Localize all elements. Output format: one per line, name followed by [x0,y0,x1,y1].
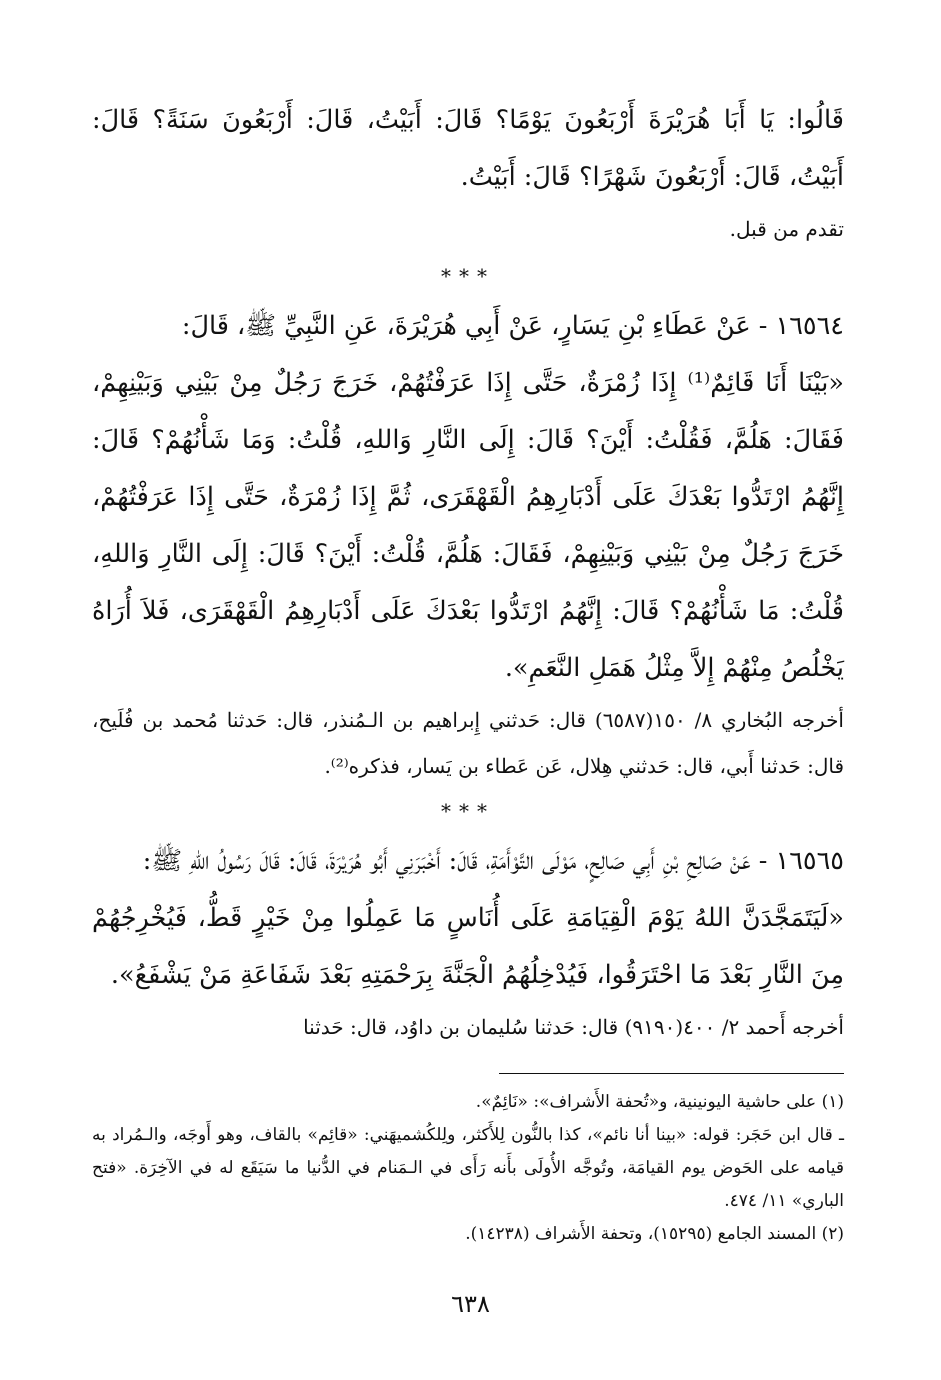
footnotes [92,1086,844,1251]
hadith-16564-isnad-text: - عَنْ عَطَاءِ بْنِ يَسَارٍ، عَنْ أَبِي هُرَيْرَةَ، عَنِ النَّبِيِّ ﷺ، قَالَ: [181,311,768,341]
footnote-divider [499,1073,844,1074]
intro-note: تقدم من قبل. [729,217,844,241]
section-separator: *** [441,799,495,823]
hadith-16564-matn: «بَيْنَا أَنَا قَائِمٌ⁽¹⁾ إِذَا زُمْرَةٌ، حَتَّى إِذَا عَرَفْتُهُمْ، خَرَجَ رَجُلٌ مِنْ بَيْنِي وَبَيْنِهِمْ، فَقَالَ: هَلُمَّ، فَقُلْتُ: أَيْنَ؟ قَالَ: إِلَى النَّارِ وَاللهِ، قُلْتُ: وَمَا شَأْنُهُمْ؟ قَالَ: إِنَّهُمُ ارْتَدُّوا بَعْدَكَ عَلَى أَدْبَارِهِمُ الْقَهْقَرَى، ثُمَّ إِذَا زُمْرَةٌ، حَتَّى إِذَا عَرَفْتُهُمْ، خَرَجَ رَجُلٌ مِنْ بَيْنِي وَبَيْنِهِمْ، فَقَالَ: هَلُمَّ، قُلْتُ: أَيْنَ؟ قَالَ: إِلَى النَّارِ وَاللهِ، قُلْتُ: مَا شَأْنُهُمْ؟ قَالَ: إِنَّهُمُ ارْتَدُّوا بَعْدَكَ عَلَى أَدْبَارِهِمُ الْقَهْقَرَى، فَلاَ أُرَاهُ يَخْلُصُ مِنْهُمْ إِلاَّ مِثْلُ هَمَلِ النَّعَمِ». [92,368,845,683]
footnote-1-continued: ـ قال ابن حَجَر: قوله: «بينا أنا نائم»، كذا بالنُّون لِلأَكثر، ولِلكُشميهَني: «قائِم» بالقاف، وهو أَوجَه، والـمُراد به قيامه على الحَوض يوم القيامَة، وتُوجَّه الأُولَى بأَنه رَأَى في الـمَنام في الدُّنيا ما سَيَقَع له في الآخِرَة. «فتح الباري» ١١/ ٤٧٤. [92,1125,844,1211]
hadith-16565-isnad [92,833,844,890]
section-separator: *** [441,264,495,288]
hadith-16565-takhrij: أخرجه أَحمد ٢/ ٤٠٠(٩١٩٠) قال: حَدثنا سُليمان بن داوُد، قال: حَدثنا [303,1015,844,1039]
hadith-16565-matn: «لَيَتَمَجَّدَنَّ اللهُ يَوْمَ الْقِيَامَةِ عَلَى أُنَاسٍ مَا عَمِلُوا مِنْ خَيْرٍ قَطُّ، فَيُخْرِجُهُمْ مِنَ النَّارِ بَعْدَ مَا احْتَرَقُوا، فَيُدْخِلُهُمُ الْجَنَّةَ بِرَحْمَتِهِ بَعْدَ شَفَاعَةِ مَنْ يَشْفَعُ». [92,903,844,990]
hadith-16564-isnad [92,298,844,355]
hadith-16565-number: ١٦٥٦٥ [775,846,844,876]
footnote-1: (١) على حاشية اليونينية، و«تُحفة الأَشراف»: «نَائِمٌ». [475,1092,844,1112]
hadith-16565-isnad-text: - عَنْ صَالِحِ بْنِ أَبِي صَالِحٍ، مَوْلَى التَّوْأَمَةِ، قَالَ: أَخْبَرَنِي أَبُو هُرَيْرَةَ، قَالَ: قَالَ رَسُولُ اللهِ ﷺ: [142,846,768,876]
footnote-2: (٢) المسند الجامع (١٥٢٩٥)، وتحفة الأَشراف (١٤٢٣٨). [465,1224,844,1244]
page-number: ٦٣٨ [451,1290,490,1318]
hadith-16564-number: ١٦٥٦٤ [775,311,844,341]
hadith-16564-takhrij: أخرجه البُخاري ٨/ ١٥٠(٦٥٨٧) قال: حَدثني إِبراهيم بن الـمُنذر، قال: حَدثنا مُحمد بن فُلَيح، قال: حَدثنا أَبي، قال: حَدثني هِلال، عَن عَطاء بن يَسار، فذكره⁽²⁾. [92,708,844,778]
main-text [92,92,844,1050]
intro-paragraph: قَالُوا: يَا أَبَا هُرَيْرَةَ أَرْبَعُونَ يَوْمًا؟ قَالَ: أَبَيْتُ، قَالَ: أَرْبَعُونَ سَنَةً؟ قَالَ: أَبَيْتُ، قَالَ: أَرْبَعُونَ شَهْرًا؟ قَالَ: أَبَيْتُ. [92,105,844,192]
